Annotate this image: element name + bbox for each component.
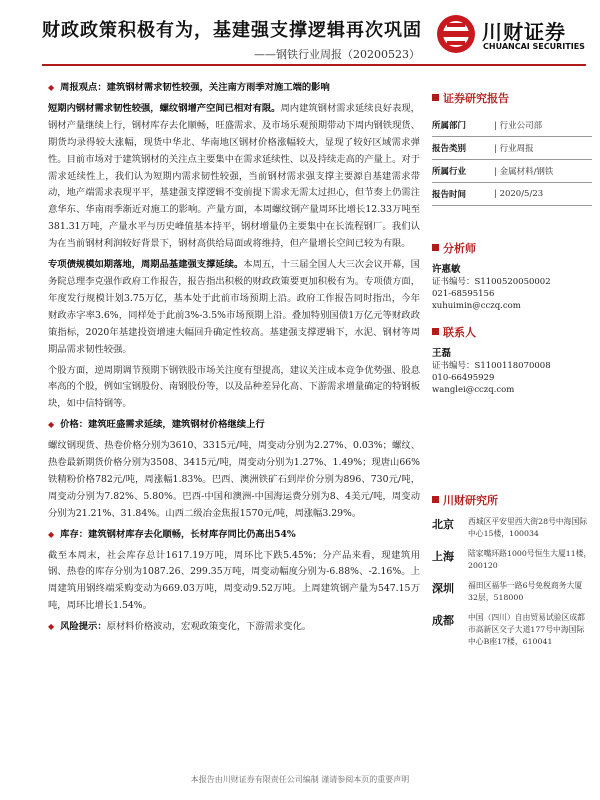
square-bullet-icon: [432, 94, 439, 101]
report-subtitle: ——钢铁行业周报（20200523）: [254, 48, 420, 61]
paragraph: 螺纹钢现货、热卷价格分别为3610、3315元/吨，周变动分别为2.27%、0.03%；螺纹、热卷最新期货价格分别为3508、3415元/吨，周变动分别为1.27%、1.49%；现唐山66%铁精粉价格782元/吨，周涨幅1.83%。巴西、澳洲铁矿石到岸价分别为896、730元/吨，周变动分别为7.82%、5.80%。巴西-中国和澳洲-中国海运费分别为8、4美元/吨，周变动分别为21.21%、31.84%。山西二级冶金焦报1570元/吨，周涨幅3.29%。: [48, 440, 420, 519]
paragraph: 短期内钢材需求韧性较强，螺纹钢增产空间已相对有限。周内建筑钢材需求延续良好表现，钢材产量继续上行，钢材库存去化顺畅，旺盛需求、及市场乐观预期带动下周内钢铁现货、期货均录得较大涨幅，现货中华北、华南地区钢材价格涨幅较大，显现了较好区域需求弹性。目前市场对于建筑钢材的关注点主要集中在需求延续性、以及持续走高的产量上。对于需求延续性上，我们认为短期内需求韧性较强，当前钢材需求强支撑主要源自基建需求带动，地产端需求表现平平，基建强支撑逻辑不变前提下需求无需太过担心，但节奏上仍需注意华东、华南雨季渐近对施工的影响。产量方面，本周螺纹钢产量周环比增长12.33万吨至381.31万吨，产量水平与历史峰值基本持平，钢材增量仍主要集中在长流程钢厂。我们认为在当前钢材利润较好背景下，钢材高供给局面或将维持，但产量增长空间已较为有限。: [48, 102, 420, 250]
analyst-card: [432, 264, 592, 312]
sidebar: [432, 90, 592, 656]
office-item: 北京 西城区平安里西大街28号中海国际中心15楼，100034: [432, 517, 588, 538]
company-logo: [436, 14, 586, 56]
risk-paragraph: ◆ 风险提示：原材料价格波动，宏观政策变化，下游需求变化。: [48, 621, 312, 633]
contact-email[interactable]: wanglei@cczq.com: [432, 385, 515, 395]
info-row: 所属部门 | 行业公司部: [432, 114, 592, 137]
section-heading-price: ◆ 价格：建筑旺盛需求延续，建筑钢材价格继续上行: [48, 419, 265, 431]
diamond-bullet-icon: ◆: [48, 622, 55, 632]
contact-cert: 证书编号：S1100118070008: [432, 361, 551, 371]
square-bullet-icon: [432, 244, 439, 251]
logo-chinese-name: 川财证券: [482, 20, 566, 44]
paragraph: 截至本周末，社会库存总计1617.19万吨，周环比下跌5.45%；分产品来看，现建筑用钢、热卷的库存分别为1087.26、299.35万吨，周变动幅度分别为-6.88%、-2.16%。上周建筑用钢终端采购变动为669.03万吨，周变动9.52万吨。上周建筑钢产量为547.15万吨，周环比增长1.54%。: [48, 549, 420, 612]
diamond-bullet-icon: ◆: [48, 420, 55, 430]
info-row: 报告类别 | 行业周报: [432, 137, 592, 160]
office-item: 成都 中国（四川）自由贸易试验区成都市高新区交子大道177号中海国际中心B座17楼，610041: [432, 613, 585, 646]
contact-name: 王磊: [432, 348, 452, 359]
section-heading-inventory: ◆ 库存：建筑钢材库存去化顺畅，长材库存同比仍高出54%: [48, 528, 296, 540]
report-info-table: [432, 114, 592, 206]
office-list: [432, 516, 592, 648]
header-divider: [42, 64, 586, 66]
page-footer: 本报告由川财证券有限责任公司编制 谨请参阅本页的重要声明: [190, 775, 410, 784]
paragraph: 个股方面，逆周期调节预期下钢铁股市场关注度有望提高，建议关注成本竞争优势强、股息率高的个股，例如宝钢股份、南钢股份等，以及品种差异化高、下游需求增量确定的特钢板块，如中信特钢等。: [48, 364, 420, 410]
contact-phone: 010-66495929: [432, 373, 495, 383]
square-bullet-icon: [432, 496, 439, 503]
info-row: 报告时间 | 2020/5/23: [432, 183, 592, 206]
contact-card: [432, 348, 592, 396]
paragraph: 专项债规模如期落地，周期品基建强支撑延续。本周五，十三届全国人大三次会议开幕，国务院总理李克强作政府工作报告，报告指出积极的财政政策要更加积极有为。专项债方面，年度发行规模计划3.75万亿，基本处于此前市场预期上沿。政府工作报告同时指出，今年财政赤字率3.6%，同样处于此前3%-3.5%市场预期上沿。叠加特别国债1万亿元等财政政策指标，2020年基建投资增速大幅回升确定性较高。基建强支撑逻辑下，水泥、钢材等周期品需求韧性较强。: [48, 259, 420, 355]
analyst-name: 许惠敏: [432, 264, 461, 275]
diamond-bullet-icon: ◆: [48, 529, 55, 539]
logo-english-name: CHUANCAI SECURITIES: [483, 42, 585, 51]
sidebar-heading-report: 证券研究报告: [432, 90, 592, 106]
info-row: 所属行业 | 金属材料/钢铁: [432, 160, 592, 183]
section-heading-views: ◆ 周报观点：建筑钢材需求韧性较强，关注南方雨季对施工端的影响: [48, 82, 330, 93]
office-item: 上海 陆家嘴环路1000号恒生大厦11楼，200120: [432, 549, 592, 570]
sidebar-heading-analyst: 分析师: [432, 240, 592, 256]
analyst-cert: 证书编号：S1100520050002: [432, 277, 551, 287]
analyst-email[interactable]: xuhuimin@cczq.com: [432, 301, 521, 311]
sidebar-heading-institute: 川财研究所: [432, 492, 592, 508]
chuancai-logo-icon: [436, 14, 476, 54]
square-bullet-icon: [432, 328, 439, 335]
sidebar-heading-contact: 联系人: [432, 324, 592, 340]
diamond-bullet-icon: ◆: [48, 83, 55, 92]
report-title: 财政政策积极有为，基建强支撑逻辑再次巩固: [42, 20, 422, 41]
office-item: 深圳 福田区福华一路6号免税商务大厦32层，518000: [432, 581, 583, 602]
main-content: [48, 78, 420, 768]
analyst-phone: 021-68595156: [432, 289, 495, 299]
